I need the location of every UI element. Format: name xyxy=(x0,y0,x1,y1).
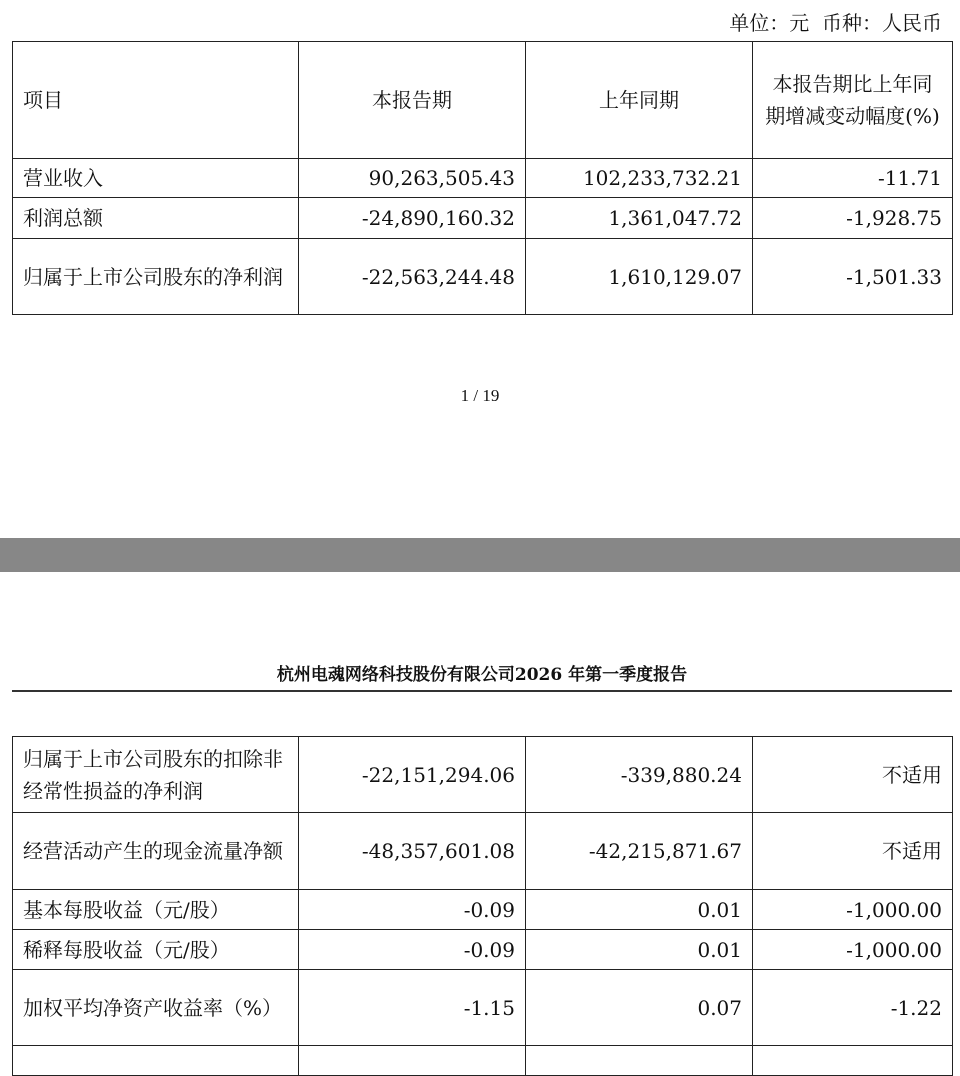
prior-value: 0.01 xyxy=(526,890,753,930)
table-header-row xyxy=(13,42,953,159)
row-label: 归属于上市公司股东的扣除非经常性损益的净利润 xyxy=(13,737,299,813)
current-value: -0.09 xyxy=(299,930,526,970)
financial-table-top xyxy=(12,41,953,315)
prior-value: 1,610,129.07 xyxy=(526,239,753,315)
prior-value: -42,215,871.67 xyxy=(526,813,753,890)
current-value: -0.09 xyxy=(299,890,526,930)
row-label: 加权平均净资产收益率（%） xyxy=(13,970,299,1046)
current-value xyxy=(299,1046,526,1076)
financial-table-bottom xyxy=(12,736,953,1076)
page-number: 1 / 19 xyxy=(460,386,500,405)
change-value xyxy=(753,1046,953,1076)
row-label: 经营活动产生的现金流量净额 xyxy=(13,813,299,890)
prior-value: 0.01 xyxy=(526,930,753,970)
table-row xyxy=(13,970,953,1046)
header-current-period: 本报告期 xyxy=(299,42,526,159)
current-value: -22,151,294.06 xyxy=(299,737,526,813)
prior-value: 102,233,732.21 xyxy=(526,159,753,198)
change-value: -1.22 xyxy=(753,970,953,1046)
table-row xyxy=(13,813,953,890)
change-value: -1,928.75 xyxy=(753,198,953,239)
current-value: -22,563,244.48 xyxy=(299,239,526,315)
row-label xyxy=(13,1046,299,1076)
current-value: -1.15 xyxy=(299,970,526,1046)
row-label: 归属于上市公司股东的净利润 xyxy=(13,239,299,315)
change-value: -1,000.00 xyxy=(753,930,953,970)
change-value: -1,501.33 xyxy=(753,239,953,315)
row-label: 稀释每股收益（元/股） xyxy=(13,930,299,970)
table-row xyxy=(13,890,953,930)
table-row xyxy=(13,159,953,198)
change-value: -11.71 xyxy=(753,159,953,198)
report-running-header: 杭州电魂网络科技股份有限公司2026 年第一季度报告 xyxy=(12,662,952,692)
header-item: 项目 xyxy=(13,42,299,159)
row-label: 营业收入 xyxy=(13,159,299,198)
page-separator xyxy=(0,538,960,572)
row-label: 利润总额 xyxy=(13,198,299,239)
change-value: 不适用 xyxy=(753,813,953,890)
prior-value: 1,361,047.72 xyxy=(526,198,753,239)
row-label: 基本每股收益（元/股） xyxy=(13,890,299,930)
change-value: -1,000.00 xyxy=(753,890,953,930)
table-row xyxy=(13,198,953,239)
table-row xyxy=(13,930,953,970)
header-change-percent: 本报告期比上年同期增减变动幅度(%) xyxy=(753,42,953,159)
current-value: 90,263,505.43 xyxy=(299,159,526,198)
prior-value xyxy=(526,1046,753,1076)
current-value: -48,357,601.08 xyxy=(299,813,526,890)
table-row xyxy=(13,737,953,813)
prior-value: 0.07 xyxy=(526,970,753,1046)
header-prior-year-period: 上年同期 xyxy=(526,42,753,159)
table-row-partial xyxy=(13,1046,953,1076)
current-value: -24,890,160.32 xyxy=(299,198,526,239)
unit-currency-note: 单位：元 币种：人民币 xyxy=(729,11,942,35)
change-value: 不适用 xyxy=(753,737,953,813)
prior-value: -339,880.24 xyxy=(526,737,753,813)
table-row xyxy=(13,239,953,315)
